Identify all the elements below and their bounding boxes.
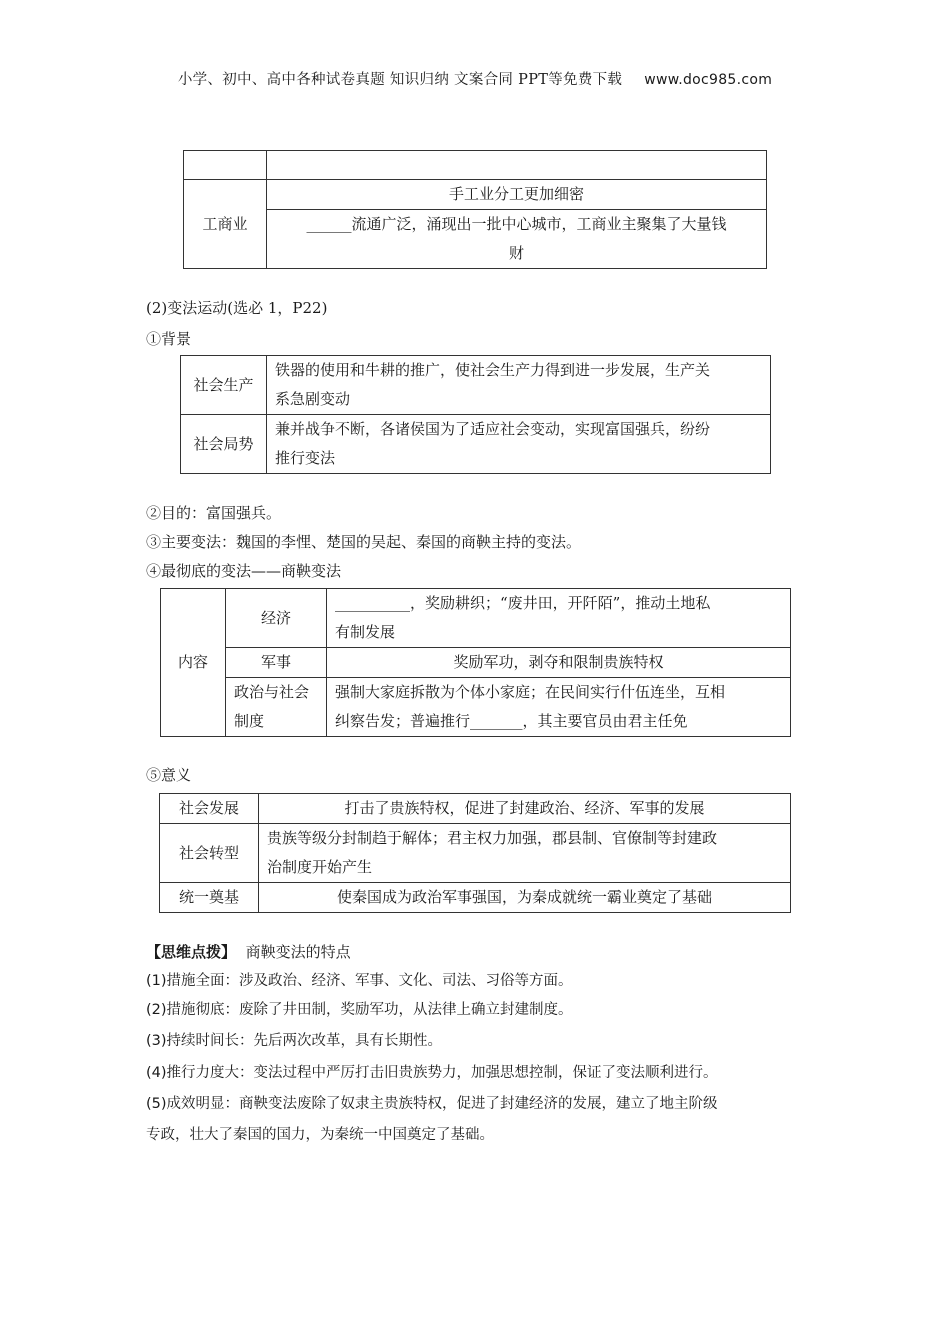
economy-text: __________，奖励耕织；“废井田，开阡陌”，推动土地私 有制发展 xyxy=(327,589,791,648)
header-url[interactable]: www.doc985.com xyxy=(644,72,773,88)
background-label-production: 社会生产 xyxy=(181,356,267,415)
header-text: 小学、初中、高中各种试卷真题 知识归纳 文案合同 PPT等免费下载 xyxy=(177,72,623,88)
industry-row1: 手工业分工更加细密 xyxy=(267,180,767,210)
military-label: 军事 xyxy=(226,648,327,678)
politics-label: 政治与社会 制度 xyxy=(226,678,327,737)
significance-label-unification: 统一奠基 xyxy=(160,883,259,913)
section2-title: (2)变法运动(选必 1，P22) xyxy=(146,299,328,317)
industry-label: 工商业 xyxy=(184,180,267,269)
background-text-production: 铁器的使用和牛耕的推广，使社会生产力得到进一步发展，生产关 系急剧变动 xyxy=(267,356,771,415)
significance-text-transition: 贵族等级分封制趋于解体；君主权力加强，郡县制、官僚制等封建政 治制度开始产生 xyxy=(259,824,791,883)
content-label: 内容 xyxy=(161,589,226,737)
thinking-line-4: (4)推行力度大：变法过程中严厉打击旧贵族势力，加强思想控制，保证了变法顺利进行。 xyxy=(146,1065,718,1081)
significance-table xyxy=(159,793,791,913)
industry-row2: ______流通广泛，涌现出一批中心城市，工商业主聚集了大量钱 财 xyxy=(267,210,767,269)
shangyang-table xyxy=(160,588,791,737)
background-text-situation: 兼并战争不断，各诸侯国为了适应社会变动，实现富国强兵，纷纷 推行变法 xyxy=(267,415,771,474)
industry-commerce-table xyxy=(183,150,767,269)
thinking-title: 商鞅变法的特点 xyxy=(245,943,351,961)
significance-label-transition: 社会转型 xyxy=(160,824,259,883)
thinking-line-3: (3)持续时间长：先后两次改革，具有长期性。 xyxy=(146,1033,443,1049)
thinking-line-1: (1)措施全面：涉及政治、经济、军事、文化、司法、习俗等方面。 xyxy=(146,973,573,989)
politics-text: 强制大家庭拆散为个体小家庭；在民间实行什伍连坐，互相 纠察告发；普遍推行_______，其主要官员由君主任免 xyxy=(327,678,791,737)
thinking-tag: 【思维点拨】 xyxy=(146,943,237,961)
significance-text-development: 打击了贵族特权，促进了封建政治、经济、军事的发展 xyxy=(259,794,791,824)
military-text: 奖励军功，剥夺和限制贵族特权 xyxy=(327,648,791,678)
purpose-line: ②目的：富国强兵。 xyxy=(146,504,282,522)
thinking-line-2: (2)措施彻底：废除了井田制，奖励军功，从法律上确立封建制度。 xyxy=(146,1002,573,1018)
shangyang-title: ④最彻底的变法——商鞅变法 xyxy=(146,562,342,580)
thinking-heading xyxy=(146,941,351,963)
significance-label-development: 社会发展 xyxy=(160,794,259,824)
economy-label: 经济 xyxy=(226,589,327,648)
background-label-situation: 社会局势 xyxy=(181,415,267,474)
thinking-line-6: 专政，壮大了秦国的国力，为秦统一中国奠定了基础。 xyxy=(146,1127,494,1143)
page-header xyxy=(0,68,950,89)
thinking-line-5: (5)成效明显：商鞅变法废除了奴隶主贵族特权，促进了封建经济的发展，建立了地主阶级 xyxy=(146,1096,718,1112)
background-title: ①背景 xyxy=(146,330,192,348)
significance-text-unification: 使秦国成为政治军事强国，为秦成就统一霸业奠定了基础 xyxy=(259,883,791,913)
main-reforms-line: ③主要变法：魏国的李悝、楚国的吴起、秦国的商鞅主持的变法。 xyxy=(146,533,582,551)
significance-title: ⑤意义 xyxy=(146,766,192,784)
background-table xyxy=(180,355,771,474)
